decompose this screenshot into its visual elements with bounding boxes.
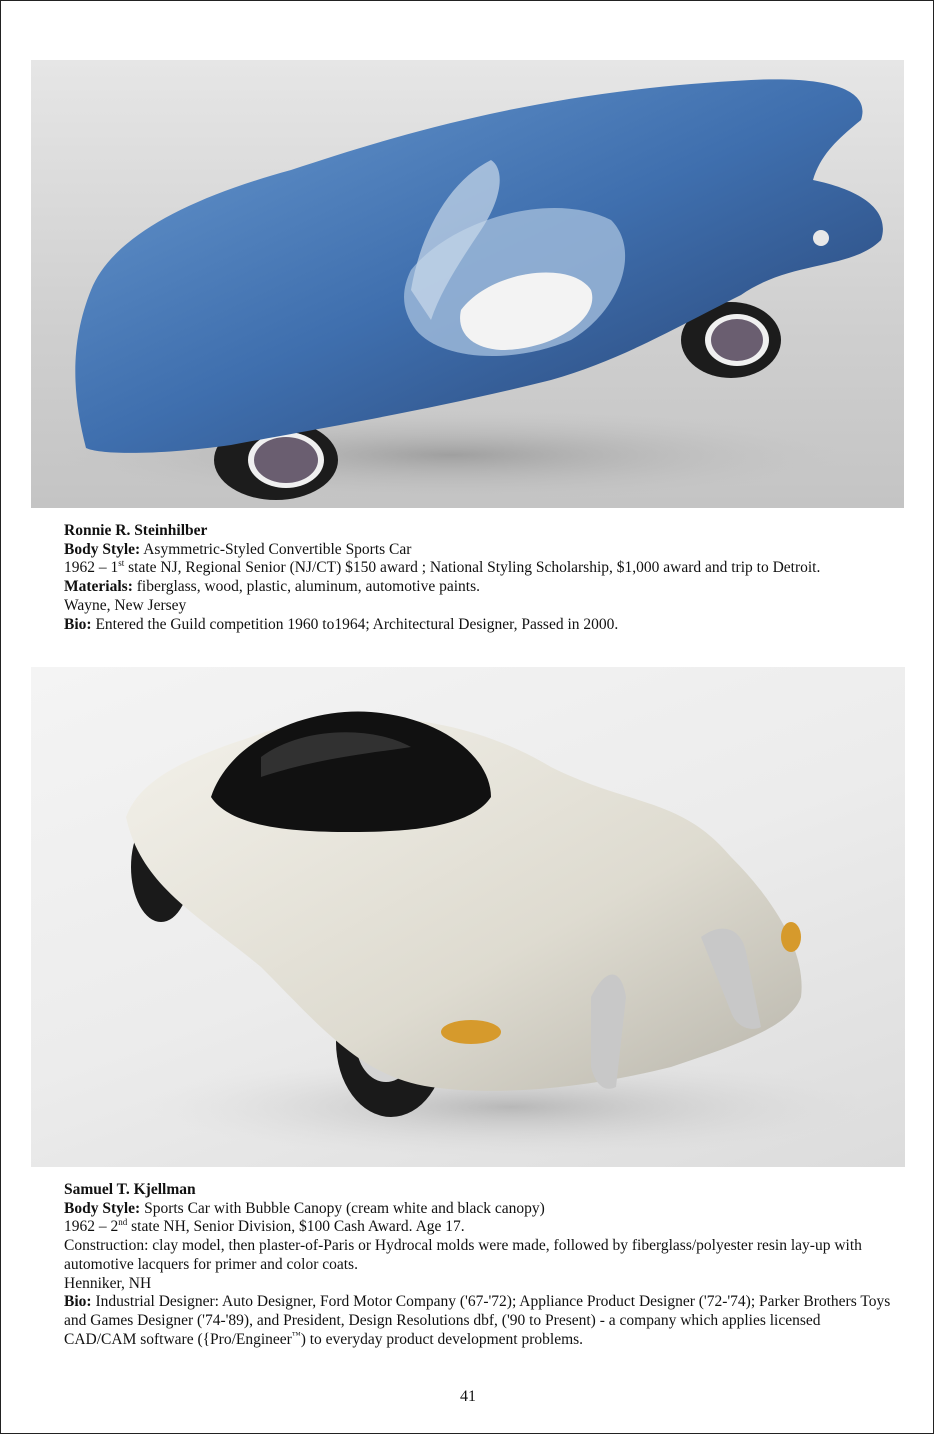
bio-label: Bio: <box>64 1293 92 1311</box>
bio-value-part1: Industrial Designer: Auto Designer, Ford Motor Company ('67-'72); Appliance Product Designer ('72-'74); Parker Brothers Toys and Games Designer ('74-'89), and President, Design Resolutions dbf, ('90 to Present) - a company which applies licensed CAD/CAM software ({Pro/Engineer <box>64 1293 891 1348</box>
bio-value-part2: ) to everyday product development problems. <box>300 1330 584 1348</box>
bio-line <box>64 616 894 635</box>
body-style-line <box>64 541 894 560</box>
caption-entry-2 <box>64 1181 894 1349</box>
materials-value: fiberglass, wood, plastic, aluminum, automotive paints. <box>132 578 480 596</box>
page-number: 41 <box>460 1388 476 1405</box>
award-year: 1962 – 2 <box>64 1218 119 1236</box>
bio-value: Entered the Guild competition 1960 to1964; Architectural Designer, Passed in 2000. <box>91 615 619 633</box>
body-style-label: Body Style: <box>64 540 141 558</box>
trademark-symbol: ™ <box>291 1329 301 1340</box>
location: Henniker, NH <box>64 1274 152 1292</box>
location: Wayne, New Jersey <box>64 596 187 614</box>
designer-name: Ronnie R. Steinhilber <box>64 522 208 539</box>
body-style-label: Body Style: <box>64 1199 141 1217</box>
body-style-line <box>64 1200 894 1219</box>
body-style-value: Asymmetric-Styled Convertible Sports Car <box>140 540 412 558</box>
car-photo-blue <box>31 60 904 508</box>
caption-entry-1 <box>64 522 894 634</box>
materials-label: Materials: <box>64 578 133 596</box>
body-style-value: Sports Car with Bubble Canopy (cream white and black canopy) <box>140 1199 545 1217</box>
award-details: state NJ, Regional Senior (NJ/CT) $150 award ; National Styling Scholarship, $1,000 award and trip to Detroit. <box>124 559 821 577</box>
construction-text: Construction: clay model, then plaster-of-Paris or Hydrocal molds were made, followed by fiberglass/polyester resin lay-up with automotive lacquers for primer and color coats. <box>64 1237 862 1273</box>
materials-line <box>64 578 894 597</box>
designer-name: Samuel T. Kjellman <box>64 1181 196 1198</box>
award-ordinal: nd <box>118 1217 128 1228</box>
car-photo-white <box>31 667 905 1167</box>
award-ordinal: st <box>118 558 125 569</box>
award-year: 1962 – 1 <box>64 559 119 577</box>
award-line <box>64 559 894 578</box>
bio-text <box>64 1293 894 1349</box>
award-details: state NH, Senior Division, $100 Cash Award. Age 17. <box>127 1218 465 1236</box>
bio-label: Bio: <box>64 615 92 633</box>
award-line <box>64 1218 894 1237</box>
